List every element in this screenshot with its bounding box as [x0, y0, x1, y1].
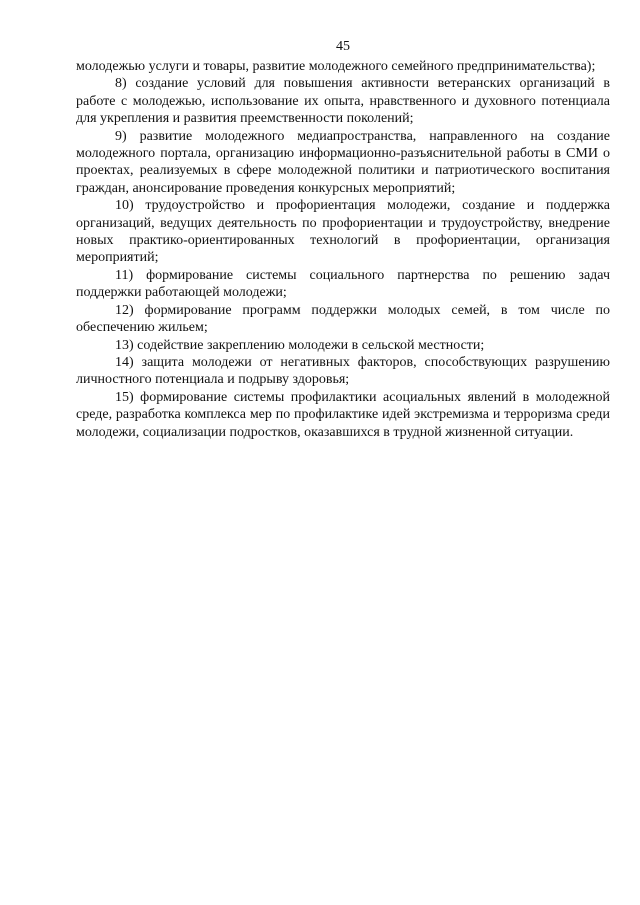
list-item-13: 13) содействие закреплению молодежи в сельской местности; [115, 337, 485, 353]
paragraph-continuation: молодежью услуги и товары, развитие молодежного семейного предпринимательства); [76, 59, 596, 74]
list-item-10: 10) трудоустройство и профориентация молодежи, создание и поддержка организаций, ведущих деятельность по профориентации и трудоустройству, внедрение новых практико-ориентированных технологий в профориентации, организация мероприятий; [76, 198, 610, 266]
list-item-8: 8) создание условий для повышения активности ветеранских организаций в работе с молодежью, использование их опыта, нравственного и духовного потенциала для укрепления и развития преемственности поколений; [76, 76, 610, 127]
list-item-12: 12) формирование программ поддержки молодых семей, в том числе по обеспечению жильем; [76, 302, 610, 336]
list-item-15: 15) формирование системы профилактики асоциальных явлений в молодежной среде, разработка комплекса мер по профилактике идей экстремизма и терроризма среди молодежи, социализации подростков, оказавшихся в трудной жизненной ситуации. [76, 389, 610, 440]
document-page [76, 38, 610, 441]
page-number: 45 [336, 39, 350, 54]
list-item-14: 14) защита молодежи от негативных факторов, способствующих разрушению личностного потенциала и подрыву здоровья; [76, 354, 610, 388]
list-item-11: 11) формирование системы социального партнерства по решению задач поддержки работающей молодежи; [76, 267, 610, 301]
list-item-9: 9) развитие молодежного медиапространства, направленного на создание молодежного портала, организацию информационно-разъяснительной работы в СМИ о проектах, реализуемых в сфере молодежной политики и патриотического воспитания граждан, анонсирование проведения конкурсных мероприятий; [76, 128, 610, 196]
